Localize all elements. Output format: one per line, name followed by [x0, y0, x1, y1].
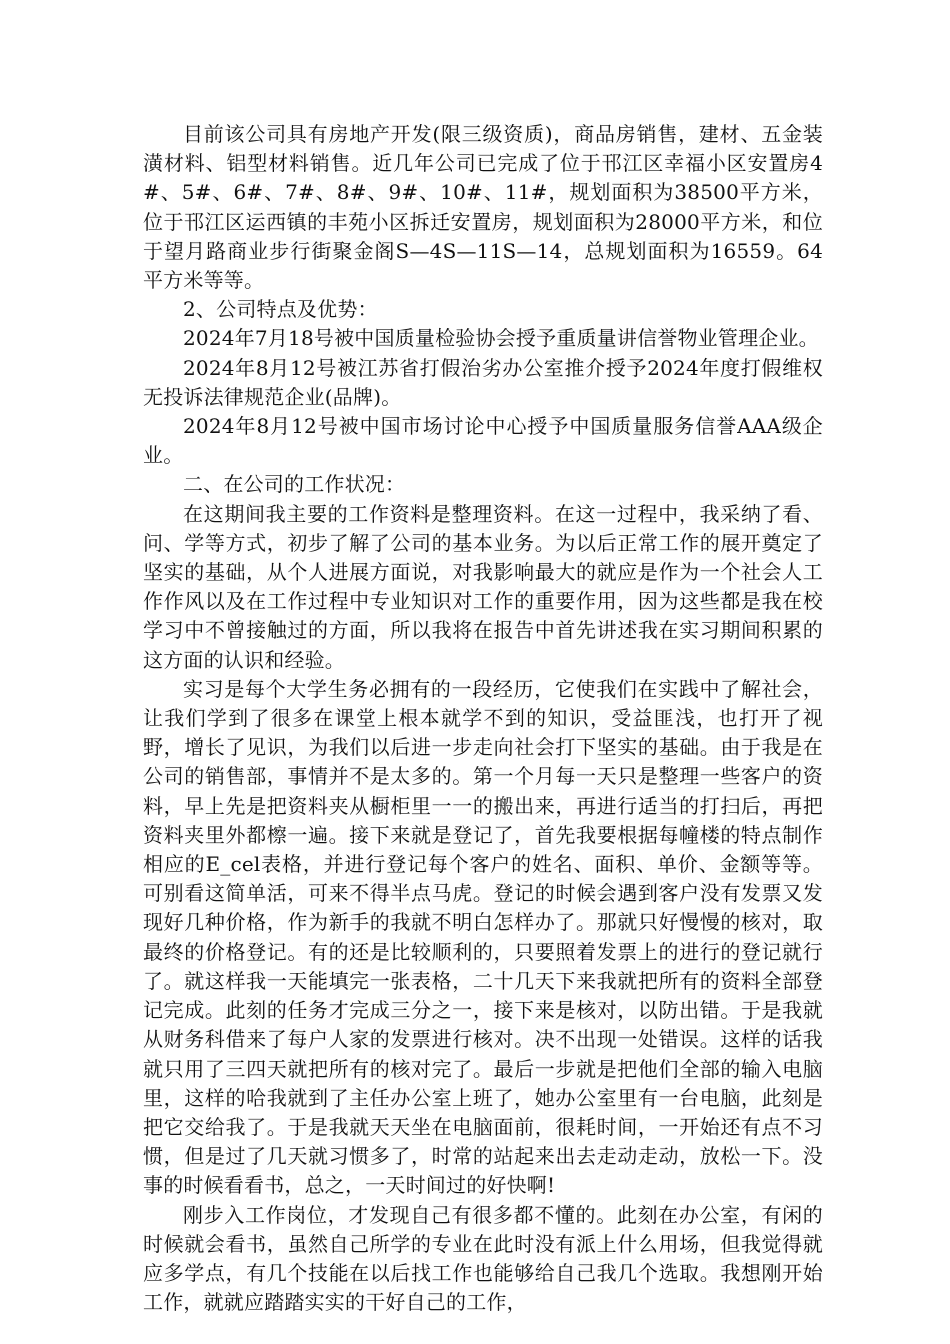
paragraph-award-jiangsu: 2024年8月12号被江苏省打假治劣办公室推介授予2024年度打假维权无投诉法律规范企业(品牌)。 — [143, 355, 823, 409]
paragraph-internship-experience: 实习是每个大学生务必拥有的一段经历，它使我们在实践中了解社会，让我们学到了很多在课堂上根本就学不到的知识，受益匪浅，也打开了视野，增长了见识，为我们以后进一步走向社会打下坚实的基础。由于我是在公司的销售部，事情并不是太多的。第一个月每一天只是整理一些客户的资料，早上先是把资料夹从橱柜里一一的搬出来，再进行适当的打扫后，再把资料夹里外都檫一遍。接下来就是登记了，首先我要根据每幢楼的特点制作相应的E_cel表格，并进行登记每个客户的姓名、面积、单价、金额等等。可别看这简单活，可来不得半点马虎。登记的时候会遇到客户没有发票又发现好几种价格，作为新手的我就不明白怎样办了。那就只好慢慢的核对，取最终的价格登记。有的还是比较顺利的，只要照着发票上的进行的登记就行了。就这样我一天能填完一张表格，二十几天下来我就把所有的资料全部登记完成。此刻的任务才完成三分之一，接下来是核对，以防出错。于是我就从财务科借来了每户人家的发票进行核对。决不出现一处错误。这样的话我就只用了三四天就把所有的核对完了。最后一步就是把他们全部的输入电脑里，这样的哈我就到了主任办公室上班了，她办公室里有一台电脑，此刻是把它交给我了。于是我就天天坐在电脑面前，很耗时间，一开始还有点不习惯，但是过了几天就习惯多了，时常的站起来出去走动走动，放松一下。没事的时候看看书，总之，一天时间过的好快啊! — [143, 676, 823, 1198]
paragraph-company-qualifications: 目前该公司具有房地产开发(限三级资质)，商品房销售，建材、五金装潢材料、铝型材料销售。近几年公司已完成了位于邗江区幸福小区安置房4#、5#、6#、7#、8#、9#、10#、11#，规划面积为38500平方米，位于邗江区运西镇的丰苑小区拆迁安置房，规划面积为28000平方米，和位于望月路商业步行街聚金阁S—4S—11S—14，总规划面积为16559。64平方米等等。 — [143, 122, 823, 293]
heading-work-status: 二、在公司的工作状况： — [183, 472, 406, 497]
paragraph-award-aaa: 2024年8月12号被中国市场讨论中心授予中国质量服务信誉AAA级企业。 — [143, 414, 823, 468]
paragraph-new-job-reflection: 刚步入工作岗位，才发现自己有很多都不懂的。此刻在办公室，有闲的时候就会看书，虽然自己所学的专业在此时没有派上什么用场，但我觉得就应多学点，有几个技能在以后找工作也能够给自己我几个选取。我想刚开始工作，就就应踏踏实实的干好自己的工作， — [143, 1202, 823, 1315]
paragraph-award-2024-07-18: 2024年7月18号被中国质量检验协会授予重质量讲信誉物业管理企业。 — [183, 326, 819, 351]
paragraph-work-content: 在这期间我主要的工作资料是整理资料。在这一过程中，我采纳了看、问、学等方式，初步了解了公司的基本业务。为以后正常工作的展开奠定了坚实的基础，从个人进展方面说，对我影响最大的就应是作为一个社会人工作作风以及在工作过程中专业知识对工作的重要作用，因为这些都是我在校学习中不曾接触过的方面，所以我将在报告中首先讲述我在实习期间积累的这方面的认识和经验。 — [143, 501, 823, 672]
document-body — [143, 120, 823, 1317]
heading-company-features: 2、公司特点及优势： — [183, 297, 378, 322]
